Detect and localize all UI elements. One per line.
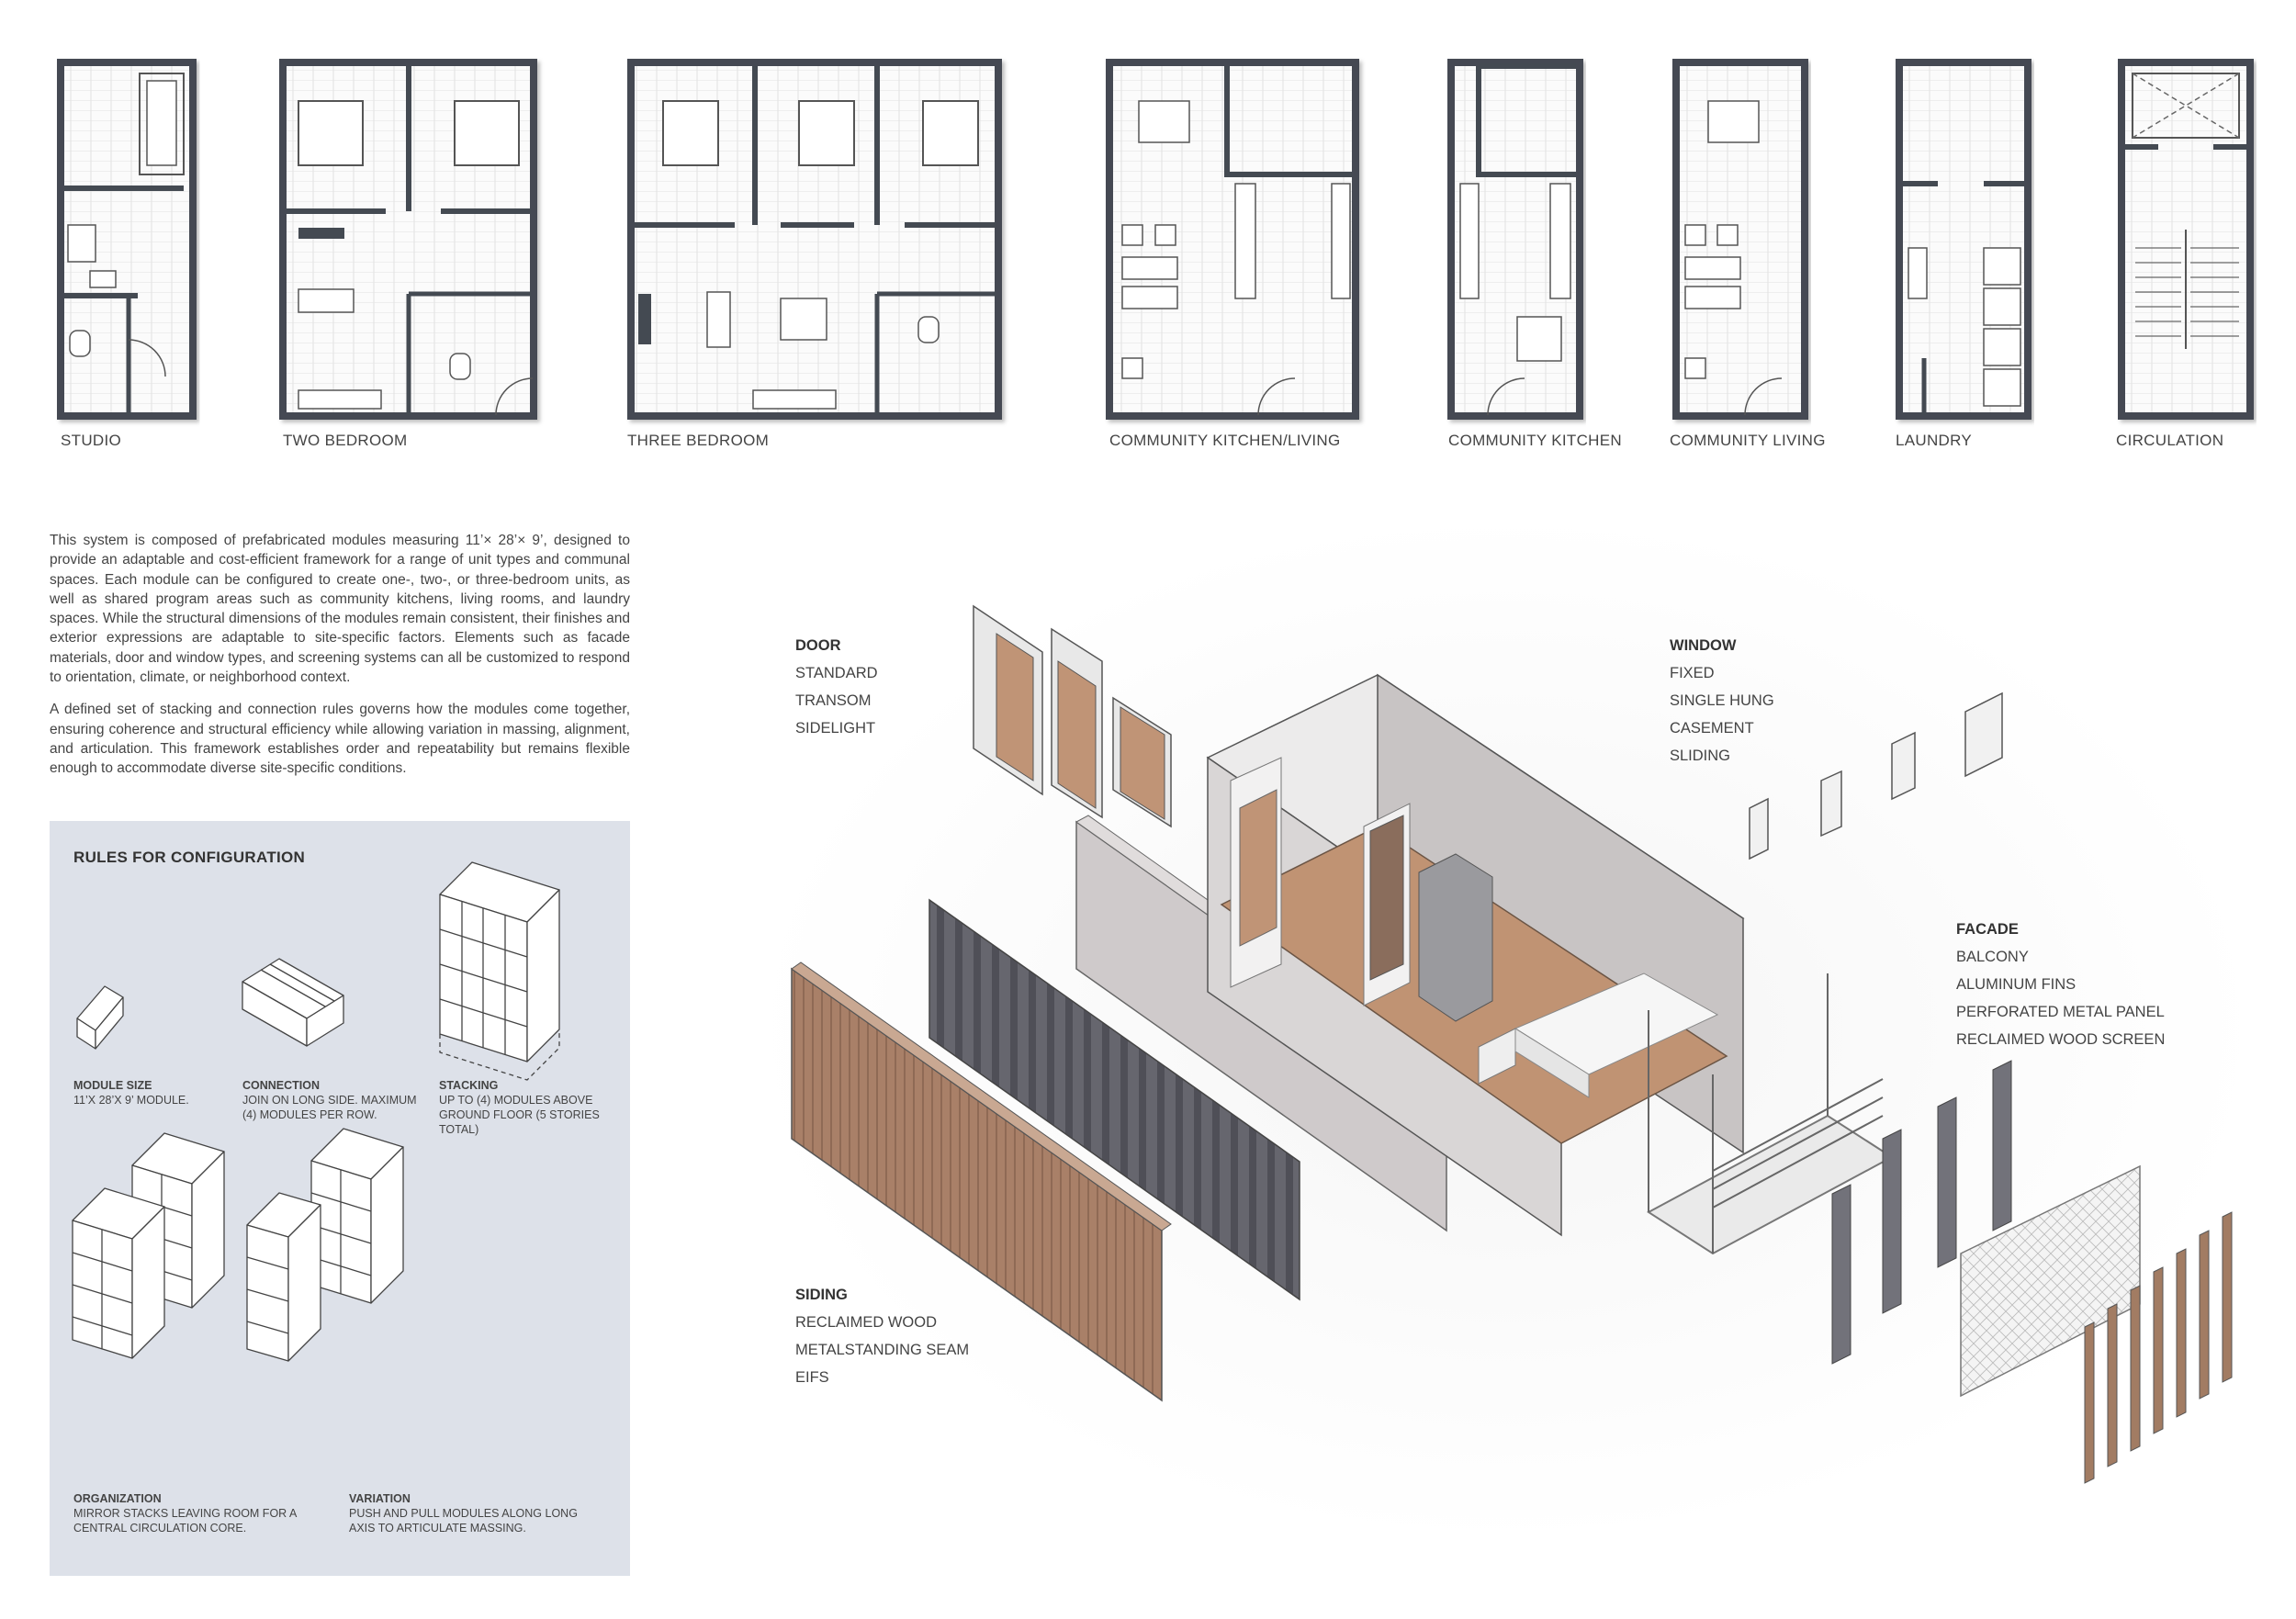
rule-stacking-title: STACKING (439, 1079, 499, 1092)
rule-connection-title: CONNECTION (242, 1079, 321, 1092)
plan-label-community-kitchen-living: COMMUNITY KITCHEN/LIVING (1109, 432, 1341, 449)
callout-facade (1956, 916, 2165, 1053)
callout-siding-item: METALSTANDING SEAM (795, 1342, 970, 1358)
callout-facade-item: BALCONY (1956, 949, 2029, 965)
rule-connection-text: JOIN ON LONG SIDE. MAXIMUM (4) MODULES PER ROW. (242, 1094, 417, 1121)
callout-siding (795, 1281, 969, 1391)
intro-paragraph-2: A defined set of stacking and connection rules governs how the modules come together, ensuring coherence and structural efficiency while allowing variation in massing, alignment, and articulation. This framework establishes order and repeatability but remains flexible enough to accommodate diverse site-specific conditions. (50, 702, 630, 777)
callout-window-item: SLIDING (1670, 748, 1731, 764)
plan-label-community-living: COMMUNITY LIVING (1670, 432, 1826, 449)
rule-variation-text: PUSH AND PULL MODULES ALONG LONG AXIS TO ARTICULATE MASSING. (349, 1507, 578, 1535)
callout-door-title: DOOR (795, 637, 841, 654)
plan-label-three-bedroom: THREE BEDROOM (627, 432, 770, 449)
rule-module-size-text: 11’X 28’X 9’ MODULE. (73, 1094, 189, 1107)
rule-organization-title: ORGANIZATION (73, 1492, 162, 1505)
intro-paragraph-1: This system is composed of prefabricated modules measuring 11’× 28’× 9’, designed to provide an adaptable and cost-efficient framework for a range of unit types and communal spaces. Each module can be configured to create one-, two-, or three-bedroom units, as well as shared program areas such as community kitchens, living rooms, and laundry spaces. While the structural dimensions of the modules remain consistent, their finishes and exterior expressions are adaptable to site-specific factors. Elements such as facade materials, door and window types, and screening systems can all be customized to respond to orientation, climate, or neighborhood context. (50, 533, 630, 686)
window-fixed (1750, 799, 1768, 859)
window-casement (1892, 733, 1915, 799)
rule-variation-title: VARIATION (349, 1492, 411, 1505)
callout-facade-item: ALUMINUM FINS (1956, 976, 2077, 993)
callout-door-item: STANDARD (795, 665, 878, 681)
callout-facade-title: FACADE (1956, 921, 2019, 938)
callout-window-title: WINDOW (1670, 637, 1737, 654)
door-transom (1052, 629, 1102, 817)
callout-door-item: SIDELIGHT (795, 720, 876, 736)
callout-window-item: SINGLE HUNG (1670, 692, 1774, 709)
callout-facade-item: RECLAIMED WOOD SCREEN (1956, 1031, 2166, 1048)
rule-organization-text: MIRROR STACKS LEAVING ROOM FOR A CENTRAL CIRCULATION CORE. (73, 1507, 297, 1535)
callout-window-item: FIXED (1670, 665, 1715, 681)
callout-door (795, 632, 878, 742)
rule-module-size-title: MODULE SIZE (73, 1079, 152, 1092)
rule-stacking-text: UP TO (4) MODULES ABOVE GROUND FLOOR (5 STORIES TOTAL) (439, 1094, 600, 1136)
window-single-hung (1821, 771, 1841, 836)
callout-siding-title: SIDING (795, 1287, 848, 1303)
plan-label-two-bedroom: TWO BEDROOM (283, 432, 408, 449)
rules-title: RULES FOR CONFIGURATION (73, 849, 306, 866)
callout-window-item: CASEMENT (1670, 720, 1754, 736)
callout-siding-item: EIFS (795, 1369, 829, 1386)
plan-label-circulation: CIRCULATION (2116, 432, 2224, 449)
plan-label-studio: STUDIO (61, 432, 122, 449)
callout-facade-item: PERFORATED METAL PANEL (1956, 1004, 2165, 1020)
callout-door-item: TRANSOM (795, 692, 872, 709)
callout-window (1670, 632, 1774, 770)
plan-label-laundry: LAUNDRY (1896, 432, 1973, 449)
plan-label-community-kitchen: COMMUNITY KITCHEN (1448, 432, 1622, 449)
callout-siding-item: RECLAIMED WOOD (795, 1314, 938, 1331)
